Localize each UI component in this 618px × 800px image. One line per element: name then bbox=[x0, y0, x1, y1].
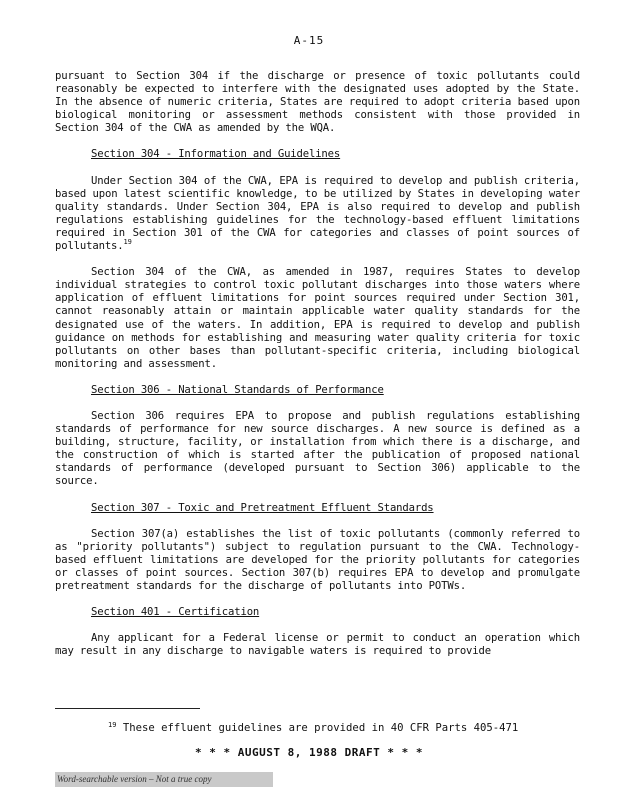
section-heading-401 bbox=[91, 606, 580, 619]
section-heading-306 bbox=[91, 384, 580, 397]
section-heading-307 bbox=[91, 502, 580, 515]
footnote-divider bbox=[55, 708, 200, 709]
page-number: A-15 bbox=[293, 34, 325, 47]
draft-banner: * * * AUGUST 8, 1988 DRAFT * * * bbox=[195, 746, 423, 759]
paragraph-section-304 bbox=[55, 175, 580, 254]
paragraph-continuation: pursuant to Section 304 if the discharge or presence of toxic pollutants could reasonably be expected to interfere with the designated uses adopted by the State. In the absence of numeric criteria, States are required to adopt criteria based upon biological monitoring or assessment methods consistent with those provided in Section 304 of the CWA as amended by the WQA. bbox=[55, 70, 580, 135]
section-heading-304 bbox=[91, 148, 580, 161]
paragraph-section-304-text: Under Section 304 of the CWA, EPA is required to develop and publish criteria, based upon latest scientific knowledge, to be utilized by States in developing water quality standards. Under Section 304, EPA is also required to develop and publish regulations establishing guidelines for the technology-based effluent limitations required in Section 301 of the CWA for categories and classes of point sources of pollutants. bbox=[55, 174, 580, 253]
section-heading-307-text: Section 307 - Toxic and Pretreatment Effluent Standards bbox=[91, 501, 434, 514]
paragraph-section-401: Any applicant for a Federal license or permit to conduct an operation which may result in any discharge to navigable waters is required to provide bbox=[55, 632, 580, 658]
section-heading-304-text: Section 304 - Information and Guidelines bbox=[91, 148, 341, 161]
footnote bbox=[108, 722, 518, 734]
footnote-reference: 19 bbox=[123, 238, 132, 247]
section-heading-306-text: Section 306 - National Standards of Performance bbox=[91, 383, 384, 396]
watermark-label: Word-searchable version – Not a true copy bbox=[55, 772, 273, 787]
paragraph-section-307: Section 307(a) establishes the list of toxic pollutants (commonly referred to as "priority pollutants") subject to regulation pursuant to the CWA. Technology-based effluent limitations are developed for the priority pollutants for categories or classes of point sources. Section 307(b) requires EPA to develop and promulgate pretreatment standards for the discharge of pollutants into POTWs. bbox=[55, 527, 580, 592]
footnote-text: These effluent guidelines are provided in 40 CFR Parts 405-471 bbox=[122, 722, 519, 734]
paragraph-section-306: Section 306 requires EPA to propose and publish regulations establishing standards of performance for new source discharges. A new source is defined as a building, structure, facility, or installation from which there is a discharge, and the construction of which is started after the publication of proposed national standards of performance (developed pursuant to Section 306) applicable to the source. bbox=[55, 409, 580, 488]
paragraph-section-304-strategies: Section 304 of the CWA, as amended in 1987, requires States to develop individual strategies to control toxic pollutant discharges into those waters where application of effluent limitations for point sources required under Section 301, cannot reasonably attain or maintain applicable water quality standards for the designated use of the waters. In addition, EPA is required to develop and publish guidance on methods for establishing and measuring water quality criteria for toxic pollutants on other bases than pollutant-specific criteria, including biological monitoring and assessment. bbox=[55, 266, 580, 370]
document-body bbox=[55, 70, 580, 671]
section-heading-401-text: Section 401 - Certification bbox=[91, 606, 260, 619]
footnote-marker: 19 bbox=[108, 721, 117, 729]
